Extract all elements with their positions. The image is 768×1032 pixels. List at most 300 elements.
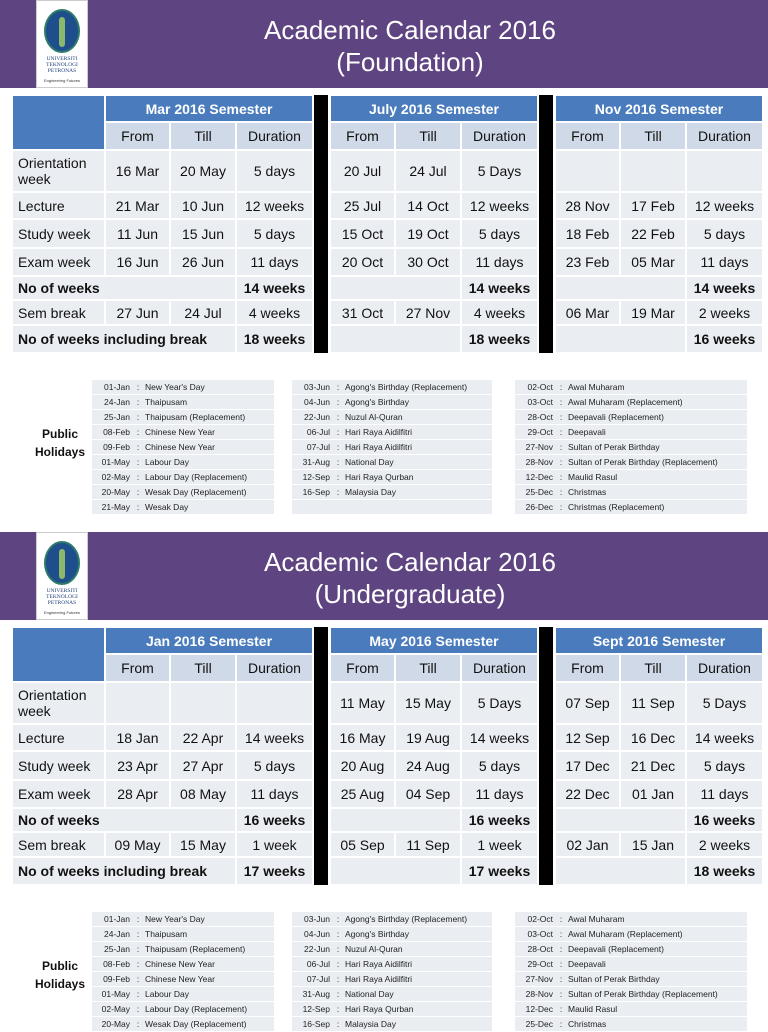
holiday-name: Hari Raya Aidilfitri xyxy=(345,959,413,969)
holiday-colon: : xyxy=(559,929,563,939)
holiday-name: Christmas (Replacement) xyxy=(568,502,665,512)
holiday-name: Labour Day (Replacement) xyxy=(145,472,248,482)
table-cell xyxy=(620,150,686,192)
holiday-row xyxy=(92,1002,274,1017)
table-corner xyxy=(12,95,105,150)
calendar-table xyxy=(12,95,756,353)
holiday-colon: : xyxy=(136,472,140,482)
table-cell: 31 Oct xyxy=(330,300,395,325)
table-cell: 20 May xyxy=(170,150,236,192)
holiday-name: Awal Muharam xyxy=(568,914,625,924)
holiday-colon: : xyxy=(336,382,340,392)
holiday-date: 28-Oct xyxy=(527,412,553,422)
table-cell: 11 Sep xyxy=(620,682,686,724)
column-header-till: Till xyxy=(395,654,461,682)
holiday-row xyxy=(515,500,747,515)
empty-cell xyxy=(555,276,686,300)
holiday-name: Agong's Birthday xyxy=(345,929,409,939)
semester-header: July 2016 Semester xyxy=(330,95,538,122)
table-cell: 5 days xyxy=(461,219,538,248)
holiday-colon: : xyxy=(136,397,140,407)
table-cell: 07 Sep xyxy=(555,682,620,724)
holiday-name: Agong's Birthday (Replacement) xyxy=(345,382,468,392)
weeks-value: 14 weeks xyxy=(686,276,763,300)
empty-cell xyxy=(555,808,686,832)
column-header-from: From xyxy=(555,122,620,150)
table-cell: 21 Mar xyxy=(105,192,170,219)
empty-cell xyxy=(330,808,461,832)
table-cell: 1 week xyxy=(236,832,313,857)
holiday-date: 01-Jan xyxy=(104,382,130,392)
holiday-date: 27-Nov xyxy=(525,442,553,452)
holiday-name: Deepavali (Replacement) xyxy=(568,944,664,954)
semester-header: Nov 2016 Semester xyxy=(555,95,763,122)
table-cell: 5 days xyxy=(461,751,538,780)
calendar-section xyxy=(0,0,768,512)
holiday-name: Thaipusam (Replacement) xyxy=(145,944,246,954)
holiday-name: Agong's Birthday xyxy=(345,397,409,407)
holiday-date: 26-Dec xyxy=(525,502,553,512)
table-cell: 28 Nov xyxy=(555,192,620,219)
holiday-row xyxy=(292,380,492,395)
holiday-row xyxy=(92,927,274,942)
logo-tagline: Engineering Futures xyxy=(43,78,81,83)
holiday-name: Maulid Rasul xyxy=(568,472,618,482)
holiday-colon: : xyxy=(559,412,563,422)
holiday-name: Deepavali xyxy=(568,427,606,437)
table-cell: 27 Nov xyxy=(395,300,461,325)
table-cell: 26 Jun xyxy=(170,248,236,276)
column-separator xyxy=(314,95,328,353)
holiday-colon: : xyxy=(136,457,140,467)
table-cell xyxy=(555,150,620,192)
column-header-till: Till xyxy=(395,122,461,150)
holiday-colon: : xyxy=(136,412,140,422)
holiday-row xyxy=(92,1017,274,1032)
logo-text xyxy=(37,56,87,74)
table-cell: 5 Days xyxy=(461,150,538,192)
holiday-date: 07-Jul xyxy=(306,442,330,452)
holiday-colon: : xyxy=(559,989,563,999)
table-cell: 28 Apr xyxy=(105,780,170,808)
calendar-section xyxy=(0,532,768,1032)
holiday-name: Malaysia Day xyxy=(345,487,397,497)
calendar-subtitle: (Undergraduate) xyxy=(314,579,506,609)
holiday-date: 16-Sep xyxy=(302,487,330,497)
holiday-name: Wesak Day (Replacement) xyxy=(145,487,247,497)
table-cell: 19 Mar xyxy=(620,300,686,325)
holiday-date: 22-Jun xyxy=(304,944,330,954)
title-banner xyxy=(0,532,768,620)
table-cell: 14 weeks xyxy=(236,724,313,751)
table-cell: 10 Jun xyxy=(170,192,236,219)
semester-header: Mar 2016 Semester xyxy=(105,95,313,122)
table-cell: 19 Oct xyxy=(395,219,461,248)
holiday-row xyxy=(92,380,274,395)
table-cell: 24 Jul xyxy=(395,150,461,192)
table-cell: 5 days xyxy=(236,751,313,780)
holiday-name: Wesak Day (Replacement) xyxy=(145,1019,247,1029)
holiday-date: 06-Jul xyxy=(306,427,330,437)
holiday-date: 28-Nov xyxy=(525,989,553,999)
holiday-date: 09-Feb xyxy=(103,974,130,984)
table-cell: 15 Oct xyxy=(330,219,395,248)
logo-line: TEKNOLOGI xyxy=(46,594,78,600)
table-cell: 22 Dec xyxy=(555,780,620,808)
holiday-colon: : xyxy=(559,502,563,512)
holiday-colon: : xyxy=(336,427,340,437)
holiday-row xyxy=(92,987,274,1002)
table-cell: 11 days xyxy=(461,248,538,276)
holiday-colon: : xyxy=(336,442,340,452)
weeks-value: 14 weeks xyxy=(461,276,538,300)
holiday-name: Sultan of Perak Birthday xyxy=(568,974,660,984)
holiday-row xyxy=(515,957,747,972)
holiday-name: Wesak Day xyxy=(145,502,189,512)
table-cell: 5 days xyxy=(236,150,313,192)
holiday-date: 08-Feb xyxy=(103,427,130,437)
holiday-name: Nuzul Al-Quran xyxy=(345,412,403,422)
weeks-label: No of weeks xyxy=(12,808,236,832)
holiday-name: National Day xyxy=(345,457,394,467)
holiday-name: Chinese New Year xyxy=(145,974,215,984)
weeks-value: 14 weeks xyxy=(236,276,313,300)
holiday-name: Thaipusam xyxy=(145,929,188,939)
table-cell: 06 Mar xyxy=(555,300,620,325)
holiday-row xyxy=(515,470,747,485)
holiday-name: New Year's Day xyxy=(145,382,205,392)
holiday-name: Awal Muharam (Replacement) xyxy=(568,929,683,939)
table-cell: 21 Dec xyxy=(620,751,686,780)
holiday-name: Awal Muharam (Replacement) xyxy=(568,397,683,407)
table-corner xyxy=(12,627,105,682)
holiday-row xyxy=(292,987,492,1002)
table-cell: 23 Apr xyxy=(105,751,170,780)
table-cell: 18 Jan xyxy=(105,724,170,751)
holiday-date: 01-May xyxy=(101,989,130,999)
table-cell: 20 Aug xyxy=(330,751,395,780)
holiday-colon: : xyxy=(559,1004,563,1014)
logo-line: PETRONAS xyxy=(47,600,77,606)
table-cell: 16 Mar xyxy=(105,150,170,192)
holiday-date: 03-Oct xyxy=(527,929,553,939)
holiday-row xyxy=(515,987,747,1002)
table-cell xyxy=(105,682,170,724)
holiday-colon: : xyxy=(559,442,563,452)
table-cell: 02 Jan xyxy=(555,832,620,857)
row-label: Lecture xyxy=(12,192,105,219)
holiday-colon: : xyxy=(136,487,140,497)
holiday-row xyxy=(292,410,492,425)
holiday-colon: : xyxy=(336,914,340,924)
holiday-colon: : xyxy=(136,944,140,954)
holiday-date: 12-Sep xyxy=(302,472,330,482)
holiday-colon: : xyxy=(559,959,563,969)
row-label: Study week xyxy=(12,751,105,780)
holiday-colon: : xyxy=(559,974,563,984)
logo-emblem-icon xyxy=(44,541,80,585)
logo-line: UNIVERSITI xyxy=(46,56,78,62)
holiday-colon: : xyxy=(336,1019,340,1029)
logo-emblem-icon xyxy=(44,9,80,53)
row-label: Orientation week xyxy=(12,682,105,724)
row-label: Sem break xyxy=(12,832,105,857)
holiday-name: Labour Day (Replacement) xyxy=(145,1004,248,1014)
column-header-till: Till xyxy=(170,654,236,682)
table-cell: 25 Jul xyxy=(330,192,395,219)
column-header-duration: Duration xyxy=(686,122,763,150)
total-weeks-label: No of weeks including break xyxy=(12,857,236,885)
holiday-colon: : xyxy=(559,457,563,467)
empty-cell xyxy=(555,857,686,885)
holiday-date: 27-Nov xyxy=(525,974,553,984)
empty-cell xyxy=(330,857,461,885)
calendar-subtitle: (Foundation) xyxy=(336,47,484,77)
holiday-date: 04-Jun xyxy=(304,929,330,939)
logo-line: UNIVERSITI xyxy=(46,588,78,594)
row-label: Exam week xyxy=(12,248,105,276)
holiday-row xyxy=(515,410,747,425)
table-cell: 15 May xyxy=(170,832,236,857)
table-cell: 12 Sep xyxy=(555,724,620,751)
table-cell: 14 weeks xyxy=(686,724,763,751)
holiday-row xyxy=(292,425,492,440)
holiday-row xyxy=(292,972,492,987)
calendar-title: Academic Calendar 2016 xyxy=(264,547,556,577)
table-cell: 11 days xyxy=(461,780,538,808)
column-separator xyxy=(539,627,553,885)
table-cell: 11 May xyxy=(330,682,395,724)
holiday-colon: : xyxy=(559,1019,563,1029)
weeks-value: 16 weeks xyxy=(236,808,313,832)
holiday-colon: : xyxy=(336,974,340,984)
column-header-duration: Duration xyxy=(686,654,763,682)
holiday-date: 02-May xyxy=(101,472,130,482)
holiday-colon: : xyxy=(136,427,140,437)
total-weeks-label: No of weeks including break xyxy=(12,325,236,353)
holiday-date: 20-May xyxy=(101,1019,130,1029)
table-cell: 05 Sep xyxy=(330,832,395,857)
holiday-date: 25-Dec xyxy=(525,487,553,497)
holiday-name: Agong's Birthday (Replacement) xyxy=(345,914,468,924)
holiday-date: 16-Sep xyxy=(302,1019,330,1029)
total-weeks-value: 16 weeks xyxy=(686,325,763,353)
holiday-row xyxy=(515,425,747,440)
holiday-date: 12-Sep xyxy=(302,1004,330,1014)
holiday-row xyxy=(92,942,274,957)
holiday-colon: : xyxy=(136,929,140,939)
holiday-date: 25-Dec xyxy=(525,1019,553,1029)
holiday-date: 04-Jun xyxy=(304,397,330,407)
holiday-colon: : xyxy=(136,914,140,924)
total-weeks-value: 18 weeks xyxy=(686,857,763,885)
column-header-from: From xyxy=(330,654,395,682)
holiday-colon: : xyxy=(336,457,340,467)
holiday-date: 01-Jan xyxy=(104,914,130,924)
total-weeks-value: 17 weeks xyxy=(236,857,313,885)
table-cell: 14 weeks xyxy=(461,724,538,751)
university-logo xyxy=(36,0,88,88)
holiday-row xyxy=(515,927,747,942)
holiday-name: Hari Raya Aidilfitri xyxy=(345,442,413,452)
table-cell xyxy=(236,682,313,724)
table-cell: 17 Feb xyxy=(620,192,686,219)
holiday-row xyxy=(92,425,274,440)
table-cell: 5 days xyxy=(236,219,313,248)
holiday-row xyxy=(515,972,747,987)
table-cell: 27 Apr xyxy=(170,751,236,780)
row-label: Exam week xyxy=(12,780,105,808)
calendar-table xyxy=(12,627,756,885)
holiday-row xyxy=(292,455,492,470)
holiday-row xyxy=(515,395,747,410)
holiday-name: Maulid Rasul xyxy=(568,1004,618,1014)
holiday-row xyxy=(292,1002,492,1017)
holiday-name: Chinese New Year xyxy=(145,427,215,437)
holiday-name: Malaysia Day xyxy=(345,1019,397,1029)
table-cell: 08 May xyxy=(170,780,236,808)
holiday-row xyxy=(92,485,274,500)
empty-cell xyxy=(555,325,686,353)
table-cell: 4 weeks xyxy=(236,300,313,325)
holiday-row xyxy=(92,912,274,927)
table-cell: 01 Jan xyxy=(620,780,686,808)
row-label: Lecture xyxy=(12,724,105,751)
column-separator xyxy=(314,627,328,885)
holiday-colon: : xyxy=(336,397,340,407)
holiday-colon: : xyxy=(559,427,563,437)
public-holidays-label: Public Holidays xyxy=(34,427,85,459)
row-label: Study week xyxy=(12,219,105,248)
table-cell: 15 Jun xyxy=(170,219,236,248)
table-cell: 11 Sep xyxy=(395,832,461,857)
table-cell: 11 days xyxy=(236,780,313,808)
holiday-row xyxy=(292,957,492,972)
table-cell: 23 Feb xyxy=(555,248,620,276)
holiday-colon: : xyxy=(559,944,563,954)
holiday-date: 01-May xyxy=(101,457,130,467)
table-cell: 15 May xyxy=(395,682,461,724)
holiday-row xyxy=(515,440,747,455)
holiday-date: 25-Jan xyxy=(104,944,130,954)
table-cell: 16 Jun xyxy=(105,248,170,276)
holiday-row xyxy=(515,1002,747,1017)
table-cell: 17 Dec xyxy=(555,751,620,780)
holiday-date: 21-May xyxy=(101,502,130,512)
holiday-row xyxy=(515,912,747,927)
holiday-colon: : xyxy=(559,397,563,407)
semester-header: Jan 2016 Semester xyxy=(105,627,313,654)
holiday-date: 06-Jul xyxy=(306,959,330,969)
holiday-row xyxy=(292,500,492,515)
holiday-row xyxy=(92,500,274,515)
holiday-date: 24-Jan xyxy=(104,929,130,939)
holiday-colon: : xyxy=(136,382,140,392)
table-cell: 16 May xyxy=(330,724,395,751)
holiday-date: 31-Aug xyxy=(302,457,330,467)
holiday-row xyxy=(292,470,492,485)
semester-header: May 2016 Semester xyxy=(330,627,538,654)
holiday-name: Sultan of Perak Birthday (Replacement) xyxy=(568,457,718,467)
holiday-row xyxy=(515,455,747,470)
holiday-row xyxy=(92,972,274,987)
university-logo xyxy=(36,532,88,620)
holiday-colon: : xyxy=(136,959,140,969)
table-cell: 09 May xyxy=(105,832,170,857)
holiday-name: Thaipusam (Replacement) xyxy=(145,412,246,422)
holiday-colon: : xyxy=(336,959,340,969)
semester-header: Sept 2016 Semester xyxy=(555,627,763,654)
holiday-name: Deepavali xyxy=(568,959,606,969)
logo-line: PETRONAS xyxy=(47,68,77,74)
empty-cell xyxy=(330,276,461,300)
empty-cell xyxy=(330,325,461,353)
table-cell: 24 Aug xyxy=(395,751,461,780)
holiday-row xyxy=(292,440,492,455)
holiday-date: 28-Nov xyxy=(525,457,553,467)
holiday-row xyxy=(292,395,492,410)
table-cell: 20 Oct xyxy=(330,248,395,276)
holiday-date: 12-Dec xyxy=(525,1004,553,1014)
table-cell: 30 Oct xyxy=(395,248,461,276)
column-header-till: Till xyxy=(620,654,686,682)
holiday-date: 02-Oct xyxy=(527,914,553,924)
holiday-date: 03-Jun xyxy=(304,382,330,392)
public-holidays-label: Public Holidays xyxy=(34,959,85,991)
holiday-date: 25-Jan xyxy=(104,412,130,422)
table-cell: 2 weeks xyxy=(686,300,763,325)
table-cell: 5 Days xyxy=(686,682,763,724)
holiday-colon: : xyxy=(336,944,340,954)
holiday-date: 29-Oct xyxy=(527,427,553,437)
holiday-date: 12-Dec xyxy=(525,472,553,482)
holiday-row xyxy=(515,485,747,500)
column-header-from: From xyxy=(105,654,170,682)
column-header-duration: Duration xyxy=(236,122,313,150)
table-cell: 11 days xyxy=(236,248,313,276)
table-cell: 15 Jan xyxy=(620,832,686,857)
table-cell: 05 Mar xyxy=(620,248,686,276)
table-cell: 5 days xyxy=(686,751,763,780)
holiday-name: Thaipusam xyxy=(145,397,188,407)
holiday-row xyxy=(92,410,274,425)
holiday-row xyxy=(515,942,747,957)
holiday-row xyxy=(515,1017,747,1032)
table-cell: 24 Jul xyxy=(170,300,236,325)
holiday-colon: : xyxy=(336,472,340,482)
holiday-name: National Day xyxy=(345,989,394,999)
table-cell: 12 weeks xyxy=(236,192,313,219)
holiday-row xyxy=(292,1017,492,1032)
table-cell xyxy=(686,150,763,192)
table-cell: 22 Apr xyxy=(170,724,236,751)
weeks-label: No of weeks xyxy=(12,276,236,300)
column-header-duration: Duration xyxy=(461,654,538,682)
table-cell: 27 Jun xyxy=(105,300,170,325)
table-cell: 11 Jun xyxy=(105,219,170,248)
holiday-name: Hari Raya Qurban xyxy=(345,1004,414,1014)
table-cell: 12 weeks xyxy=(461,192,538,219)
holiday-name: Labour Day xyxy=(145,457,189,467)
table-cell: 19 Aug xyxy=(395,724,461,751)
holiday-date: 02-May xyxy=(101,1004,130,1014)
table-cell xyxy=(170,682,236,724)
holiday-colon: : xyxy=(136,989,140,999)
table-cell: 5 days xyxy=(686,219,763,248)
row-label: Sem break xyxy=(12,300,105,325)
holiday-date: 03-Oct xyxy=(527,397,553,407)
holiday-colon: : xyxy=(136,974,140,984)
